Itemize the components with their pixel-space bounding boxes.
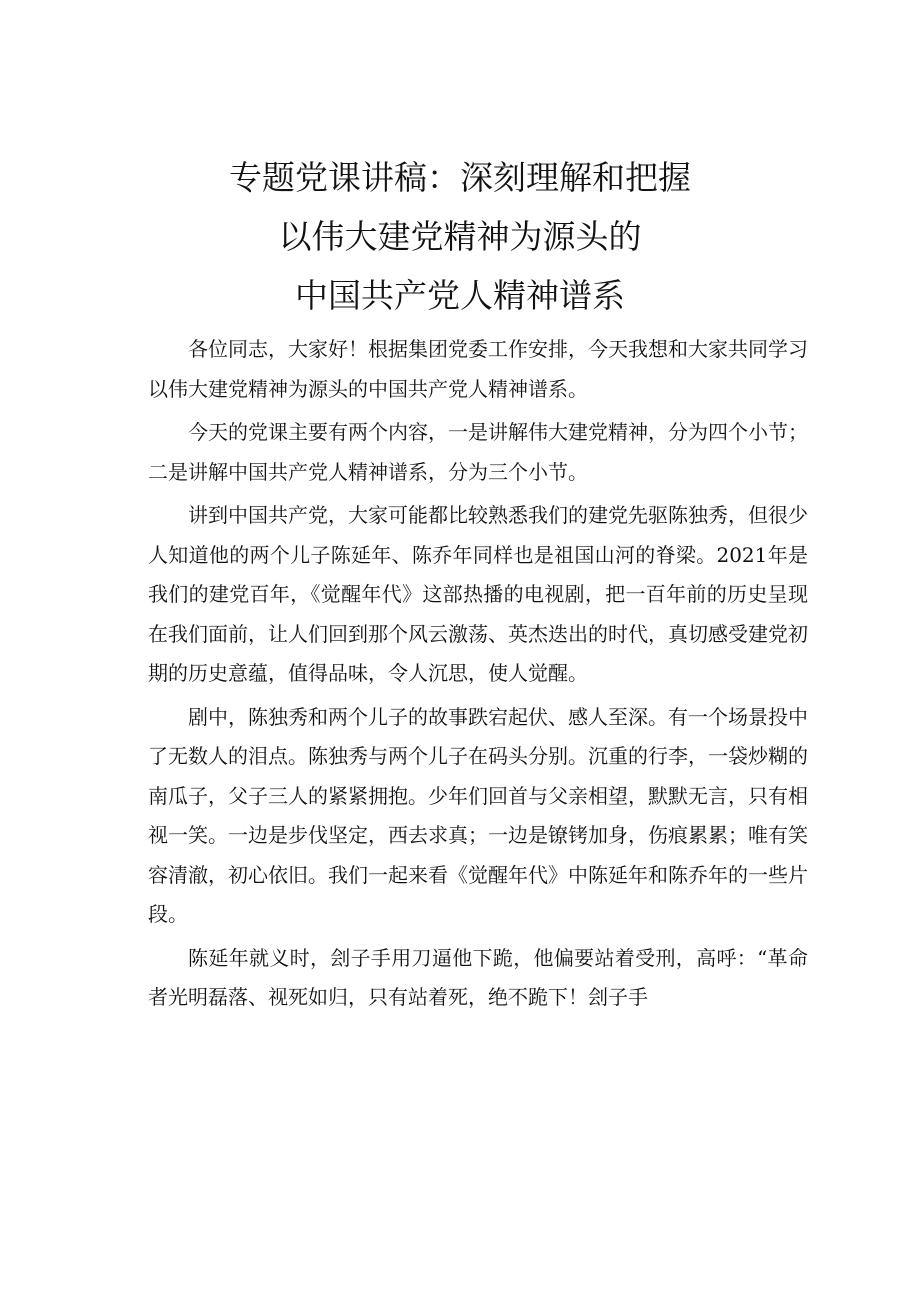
title-line-2: 以伟大建党精神为源头的 [278,217,642,256]
document-title [100,148,820,325]
title-line-1: 专题党课讲稿：深刻理解和把握 [229,158,691,197]
paragraph-chen-duxiu: 讲到中国共产党，大家可能都比较熟悉我们的建党先驱陈独秀，但很少人知道他的两个儿子陈延年、陈乔年同样也是祖国山河的脊梁。2021年是我们的建党百年，《觉醒年代》这部热播的电视剧，把一百年前的历史呈现在我们面前，让人们回到那个风云激荡、英杰迭出的时代，真切感受建党初期的历史意蕴，值得品味，令人沉思，使人觉醒。 [148,503,808,685]
document-body [148,330,808,1022]
paragraph-drama-scene: 剧中，陈独秀和两个儿子的故事跌宕起伏、感人至深。有一个场景投中了无数人的泪点。陈独秀与两个儿子在码头分别。沉重的行李，一袋炒糊的南瓜子，父子三人的紧紧拥抱。少年们回首与父亲相望，默默无言，只有相视一笑。一边是步伐坚定，西去求真；一边是镣铐加身，伤痕累累；唯有笑容清澈，初心依旧。我们一起来看《觉醒年代》中陈延年和陈乔年的一些片段。 [148,704,808,926]
paragraph-greeting: 各位同志，大家好！根据集团党委工作安排，今天我想和大家共同学习以伟大建党精神为源头的中国共产党人精神谱系。 [148,337,808,401]
paragraph-chen-yannian: 陈延年就义时，刽子手用刀逼他下跪，他偏要站着受刑，高呼：“革命者光明磊落、视死如归，只有站着死，绝不跪下！刽子手 [148,945,808,1009]
title-line-3: 中国共产党人精神谱系 [295,276,625,315]
paragraph-agenda: 今天的党课主要有两个内容，一是讲解伟大建党精神，分为四个小节；二是讲解中国共产党人精神谱系，分为三个小节。 [148,420,808,484]
